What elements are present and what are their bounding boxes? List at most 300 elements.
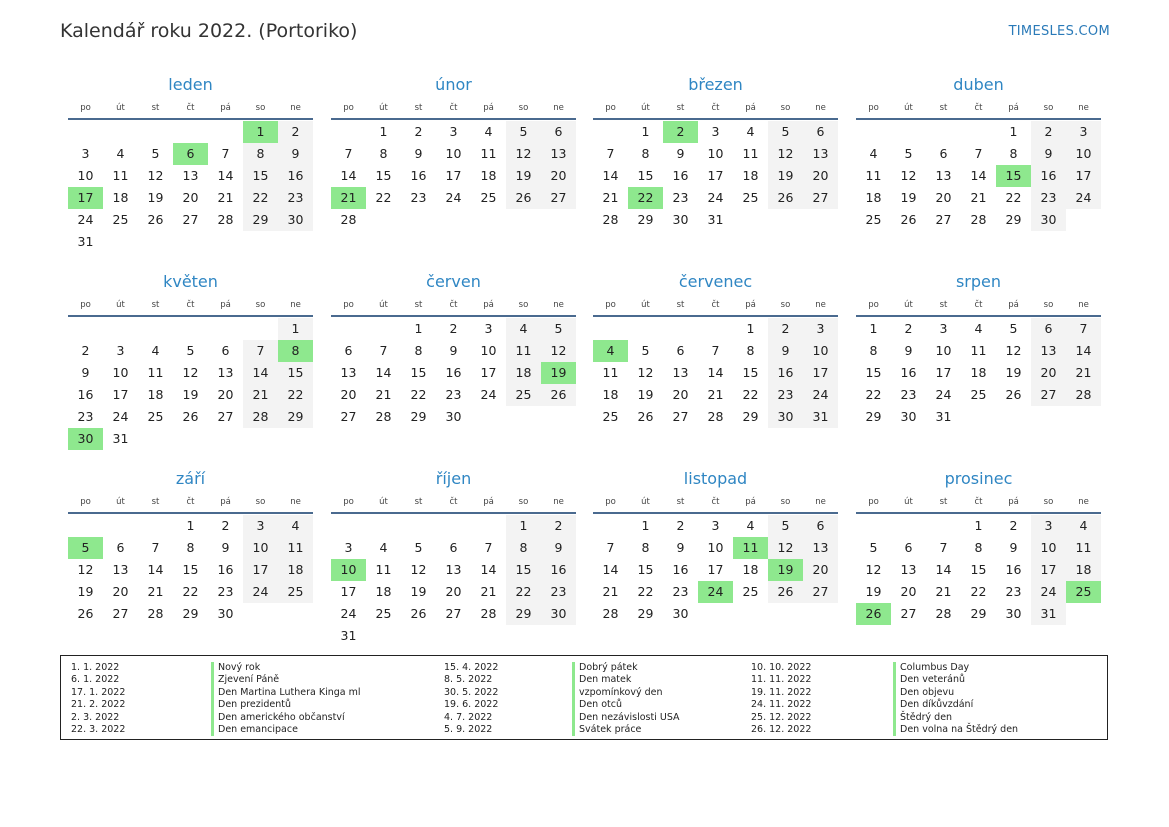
day-cell: 27 [445, 606, 462, 621]
empty-cell [698, 318, 733, 340]
weekday-label: st [939, 103, 948, 113]
empty-cell [471, 515, 506, 537]
weekday-label: út [641, 103, 650, 113]
day-cell: 27 [1031, 384, 1066, 406]
weekday-label: út [641, 300, 650, 310]
day-cell: 22 [1005, 190, 1022, 205]
day-cell: 30 [672, 212, 689, 227]
weekday-label: ne [553, 103, 564, 113]
day-cell: 16 [77, 387, 94, 402]
day-cell: 8 [641, 540, 650, 555]
day-cell: 23 [900, 387, 917, 402]
weekday-label: st [939, 300, 948, 310]
legend-names-column [893, 662, 1018, 736]
empty-cell [68, 121, 103, 143]
day-cell: 12 [147, 168, 164, 183]
day-cell: 4 [974, 321, 983, 336]
empty-cell [856, 121, 891, 143]
holiday-name: Den objevu [893, 687, 1018, 699]
month-7 [593, 271, 838, 428]
day-cell: 28 [602, 606, 619, 621]
day-cell: 12 [506, 143, 541, 165]
empty-cell [173, 121, 208, 143]
day-cell: 2 [449, 321, 458, 336]
weekday-label: ne [553, 300, 564, 310]
holiday-name: Nový rok [211, 662, 361, 674]
empty-cell [698, 603, 733, 625]
day-cell: 20 [672, 387, 689, 402]
day-cell: 26 [182, 409, 199, 424]
day-cell: 23 [1031, 187, 1066, 209]
day-cell: 31 [340, 628, 357, 643]
day-cell: 11 [733, 537, 768, 559]
day-cell: 8 [414, 343, 423, 358]
day-cell: 1 [869, 321, 878, 336]
day-cell: 27 [112, 606, 129, 621]
empty-cell [768, 209, 803, 231]
weekday-label: so [518, 103, 529, 113]
weekday-label: st [676, 497, 685, 507]
empty-cell [68, 515, 103, 537]
day-cell: 23 [768, 384, 803, 406]
weekday-label: st [939, 497, 948, 507]
day-cell: 15 [637, 168, 654, 183]
day-cell: 4 [1066, 515, 1101, 537]
day-cell: 9 [541, 537, 576, 559]
weekday-label: ne [815, 103, 826, 113]
month-title: prosinec [944, 469, 1013, 488]
weekday-label: ne [553, 497, 564, 507]
day-cell: 13 [112, 562, 129, 577]
holiday-name: Den matek [572, 674, 680, 686]
weekday-label: čt [186, 300, 195, 310]
day-cell: 9 [1031, 143, 1066, 165]
day-cell: 6 [803, 515, 838, 537]
day-cell: 25 [970, 387, 987, 402]
day-cell: 4 [484, 124, 493, 139]
day-grid [68, 515, 313, 625]
weekday-label: pá [745, 103, 756, 113]
weekday-label: pá [483, 300, 494, 310]
holiday-name: Columbus Day [893, 662, 1018, 674]
holiday-name: Den prezidentů [211, 699, 361, 711]
day-cell: 30 [768, 406, 803, 428]
day-cell: 8 [379, 146, 388, 161]
day-cell: 25 [480, 190, 497, 205]
day-cell: 10 [77, 168, 94, 183]
weekday-label: čt [711, 300, 720, 310]
day-cell: 2 [1009, 518, 1018, 533]
weekday-label: út [379, 497, 388, 507]
day-cell: 16 [410, 168, 427, 183]
day-cell: 24 [935, 387, 952, 402]
day-cell: 15 [410, 365, 427, 380]
day-cell: 17 [445, 168, 462, 183]
day-cell: 16 [900, 365, 917, 380]
day-cell: 13 [340, 365, 357, 380]
day-cell: 8 [506, 537, 541, 559]
day-cell: 7 [221, 146, 230, 161]
day-cell: 6 [541, 121, 576, 143]
weekday-label: po [343, 103, 354, 113]
day-grid [593, 121, 838, 231]
weekday-label: čt [186, 497, 195, 507]
empty-cell [208, 428, 243, 450]
holiday-name: Den díkůvzdání [893, 699, 1018, 711]
day-cell: 19 [768, 559, 803, 581]
month-8 [856, 271, 1101, 428]
day-cell: 17 [112, 387, 129, 402]
day-cell: 2 [1031, 121, 1066, 143]
day-cell: 22 [278, 384, 313, 406]
day-cell: 27 [182, 212, 199, 227]
empty-cell [243, 318, 278, 340]
day-cell: 23 [672, 190, 689, 205]
day-cell: 5 [768, 515, 803, 537]
day-cell: 14 [970, 168, 987, 183]
empty-cell [138, 515, 173, 537]
day-cell: 23 [410, 190, 427, 205]
weekday-label: so [1043, 300, 1054, 310]
weekday-label: st [414, 497, 423, 507]
weekday-header [856, 98, 1101, 120]
day-cell: 9 [221, 540, 230, 555]
weekday-label: pá [483, 497, 494, 507]
day-cell: 19 [865, 584, 882, 599]
weekday-label: st [151, 300, 160, 310]
weekday-label: so [255, 103, 266, 113]
weekday-label: po [343, 497, 354, 507]
weekday-label: pá [220, 497, 231, 507]
empty-cell [278, 231, 313, 253]
empty-cell [1066, 209, 1101, 231]
weekday-label: so [1043, 103, 1054, 113]
weekday-label: po [605, 497, 616, 507]
day-cell: 6 [449, 540, 458, 555]
day-cell: 19 [506, 165, 541, 187]
day-cell: 9 [676, 540, 685, 555]
day-cell: 24 [77, 212, 94, 227]
weekday-label: ne [290, 103, 301, 113]
day-cell: 29 [637, 212, 654, 227]
weekday-label: út [904, 103, 913, 113]
day-cell: 26 [541, 384, 576, 406]
empty-cell [138, 318, 173, 340]
weekday-label: so [255, 497, 266, 507]
day-cell: 28 [707, 409, 724, 424]
day-cell: 6 [344, 343, 353, 358]
day-cell: 18 [480, 168, 497, 183]
day-cell: 21 [707, 387, 724, 402]
day-cell: 17 [1031, 559, 1066, 581]
day-grid [593, 515, 838, 625]
day-cell: 7 [379, 343, 388, 358]
weekday-label: čt [974, 497, 983, 507]
holiday-date: 8. 5. 2022 [444, 674, 493, 686]
day-cell: 21 [243, 384, 278, 406]
day-cell: 24 [243, 581, 278, 603]
day-cell: 3 [484, 321, 493, 336]
day-cell: 7 [151, 540, 160, 555]
empty-cell [541, 209, 576, 231]
day-cell: 22 [410, 387, 427, 402]
day-cell: 15 [637, 562, 654, 577]
holiday-date: 22. 3. 2022 [71, 723, 126, 735]
day-grid [856, 121, 1101, 231]
weekday-label: ne [1078, 103, 1089, 113]
day-cell: 27 [935, 212, 952, 227]
day-cell: 23 [278, 187, 313, 209]
day-cell: 10 [1031, 537, 1066, 559]
day-cell: 2 [904, 321, 913, 336]
day-cell: 29 [182, 606, 199, 621]
day-cell: 13 [182, 168, 199, 183]
weekday-header [331, 98, 576, 120]
holiday-date: 2. 3. 2022 [71, 711, 120, 723]
empty-cell [803, 209, 838, 231]
day-cell: 11 [112, 168, 129, 183]
day-cell: 29 [243, 209, 278, 231]
day-cell: 2 [221, 518, 230, 533]
empty-cell [366, 209, 401, 231]
holiday-name: Den emancipace [211, 724, 361, 736]
weekday-label: čt [449, 103, 458, 113]
day-cell: 12 [77, 562, 94, 577]
day-cell: 9 [278, 143, 313, 165]
legend-names-column [211, 662, 361, 736]
day-cell: 20 [340, 387, 357, 402]
day-cell: 7 [606, 540, 615, 555]
day-cell: 24 [340, 606, 357, 621]
empty-cell [891, 121, 926, 143]
month-title: červen [426, 272, 481, 291]
day-cell: 5 [414, 540, 423, 555]
day-cell: 24 [445, 190, 462, 205]
empty-cell [436, 209, 471, 231]
day-cell: 12 [768, 537, 803, 559]
day-cell: 9 [81, 365, 90, 380]
day-cell: 2 [278, 121, 313, 143]
day-cell: 20 [1031, 362, 1066, 384]
day-cell: 27 [541, 187, 576, 209]
empty-cell [856, 515, 891, 537]
weekday-label: pá [745, 300, 756, 310]
day-cell: 19 [541, 362, 576, 384]
day-cell: 11 [480, 146, 497, 161]
weekday-label: út [116, 103, 125, 113]
page-title: Kalendář roku 2022. (Portoriko) [60, 20, 358, 42]
day-cell: 10 [243, 537, 278, 559]
day-cell: 5 [904, 146, 913, 161]
weekday-label: po [343, 300, 354, 310]
weekday-label: ne [815, 300, 826, 310]
month-5 [68, 271, 313, 450]
day-cell: 12 [768, 143, 803, 165]
weekday-header [68, 492, 313, 514]
empty-cell [803, 603, 838, 625]
day-cell: 20 [935, 190, 952, 205]
holiday-name: Den nezávislosti USA [572, 712, 680, 724]
day-cell: 5 [151, 146, 160, 161]
holiday-date: 6. 1. 2022 [71, 674, 120, 686]
weekday-label: st [414, 103, 423, 113]
day-cell: 14 [243, 362, 278, 384]
month-11 [593, 468, 838, 625]
day-cell: 6 [221, 343, 230, 358]
day-cell: 24 [698, 581, 733, 603]
day-cell: 19 [77, 584, 94, 599]
day-cell: 10 [1066, 143, 1101, 165]
day-cell: 10 [331, 559, 366, 581]
month-title: srpen [955, 272, 1002, 291]
legend-dates-column [444, 662, 498, 736]
day-cell: 24 [803, 384, 838, 406]
empty-cell [926, 121, 961, 143]
day-cell: 29 [278, 406, 313, 428]
day-cell: 27 [900, 606, 917, 621]
day-cell: 17 [707, 562, 724, 577]
weekday-label: po [80, 103, 91, 113]
day-cell: 11 [742, 146, 759, 161]
weekday-label: po [80, 300, 91, 310]
holiday-name: Den volna na Štědrý den [893, 724, 1018, 736]
day-cell: 31 [707, 212, 724, 227]
day-cell: 24 [112, 409, 129, 424]
empty-cell [401, 515, 436, 537]
day-cell: 22 [637, 584, 654, 599]
day-cell: 14 [602, 168, 619, 183]
weekday-label: so [780, 497, 791, 507]
day-cell: 4 [116, 146, 125, 161]
day-cell: 19 [637, 387, 654, 402]
weekday-label: pá [220, 103, 231, 113]
weekday-label: út [116, 497, 125, 507]
empty-cell [331, 121, 366, 143]
day-cell: 15 [996, 165, 1031, 187]
day-cell: 4 [506, 318, 541, 340]
day-cell: 22 [182, 584, 199, 599]
empty-cell [208, 318, 243, 340]
day-cell: 23 [445, 387, 462, 402]
holiday-name: Svátek práce [572, 724, 680, 736]
day-cell: 4 [379, 540, 388, 555]
day-grid [593, 318, 838, 428]
day-cell: 26 [900, 212, 917, 227]
day-cell: 21 [147, 584, 164, 599]
day-cell: 3 [1031, 515, 1066, 537]
day-cell: 25 [506, 384, 541, 406]
brand-link[interactable]: TIMESLES.COM [1008, 24, 1110, 39]
weekday-label: po [605, 103, 616, 113]
day-cell: 22 [628, 187, 663, 209]
month-title: březen [688, 75, 743, 94]
day-cell: 5 [641, 343, 650, 358]
day-cell: 11 [375, 562, 392, 577]
empty-cell [366, 318, 401, 340]
empty-cell [331, 515, 366, 537]
day-cell: 31 [1031, 603, 1066, 625]
empty-cell [471, 209, 506, 231]
day-cell: 22 [970, 584, 987, 599]
weekday-label: st [414, 300, 423, 310]
day-cell: 2 [81, 343, 90, 358]
month-3 [593, 74, 838, 231]
holiday-name: Štědrý den [893, 712, 1018, 724]
holiday-name: Den otců [572, 699, 680, 711]
weekday-label: po [868, 300, 879, 310]
day-cell: 17 [340, 584, 357, 599]
day-cell: 29 [742, 409, 759, 424]
month-9 [68, 468, 313, 625]
day-cell: 14 [217, 168, 234, 183]
day-cell: 18 [742, 168, 759, 183]
holiday-date: 17. 1. 2022 [71, 686, 126, 698]
day-cell: 21 [217, 190, 234, 205]
weekday-label: čt [711, 103, 720, 113]
weekday-label: ne [1078, 300, 1089, 310]
day-cell: 3 [711, 124, 720, 139]
weekday-header [331, 492, 576, 514]
day-cell: 19 [147, 190, 164, 205]
day-cell: 24 [1066, 187, 1101, 209]
day-cell: 8 [641, 146, 650, 161]
empty-cell [961, 406, 996, 428]
empty-cell [471, 406, 506, 428]
day-cell: 23 [672, 584, 689, 599]
month-6 [331, 271, 576, 428]
day-cell: 25 [278, 581, 313, 603]
month-title: duben [953, 75, 1004, 94]
empty-cell [173, 428, 208, 450]
day-cell: 15 [278, 362, 313, 384]
day-cell: 1 [641, 124, 650, 139]
day-cell: 1 [414, 321, 423, 336]
day-cell: 15 [243, 165, 278, 187]
empty-cell [506, 406, 541, 428]
empty-cell [208, 231, 243, 253]
weekday-label: so [518, 300, 529, 310]
day-cell: 28 [970, 212, 987, 227]
day-cell: 31 [803, 406, 838, 428]
holiday-name: vzpomínkový den [572, 687, 680, 699]
day-cell: 20 [541, 165, 576, 187]
day-cell: 6 [116, 540, 125, 555]
day-cell: 23 [217, 584, 234, 599]
weekday-label: pá [745, 497, 756, 507]
day-cell: 16 [541, 559, 576, 581]
day-cell: 16 [278, 165, 313, 187]
day-cell: 26 [410, 606, 427, 621]
day-cell: 12 [410, 562, 427, 577]
month-12 [856, 468, 1101, 625]
day-cell: 7 [711, 343, 720, 358]
day-cell: 12 [637, 365, 654, 380]
day-cell: 31 [935, 409, 952, 424]
day-cell: 30 [217, 606, 234, 621]
day-cell: 26 [856, 603, 891, 625]
weekday-label: čt [186, 103, 195, 113]
day-cell: 24 [1031, 581, 1066, 603]
day-cell: 13 [672, 365, 689, 380]
empty-cell [103, 318, 138, 340]
day-cell: 1 [243, 121, 278, 143]
empty-cell [541, 406, 576, 428]
day-cell: 3 [803, 318, 838, 340]
holiday-date: 15. 4. 2022 [444, 662, 499, 673]
day-cell: 17 [1066, 165, 1101, 187]
month-title: únor [435, 75, 472, 94]
weekday-label: so [518, 497, 529, 507]
